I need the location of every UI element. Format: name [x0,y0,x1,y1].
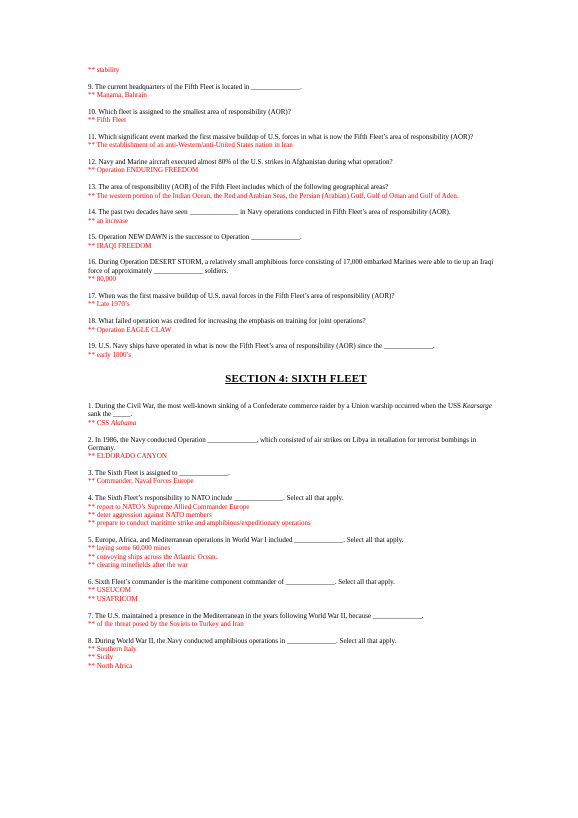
question-text: 18. What failed operation was credited for increasing the emphasis on training for joint operations? [88,317,366,326]
answer-text: ** USEUCOM [88,586,131,595]
question-block [88,494,504,528]
answer-text [88,419,504,427]
answer-text: ** Manama, Bahrain [88,91,147,100]
document-page [88,66,504,679]
question-block [88,469,504,486]
question-text: 15. Operation NEW DAWN is the successor to Operation ______________. [88,233,302,242]
question-block [88,233,504,250]
question-text: 10. Which fleet is assigned to the smallest area of responsibility (AOR)? [88,107,291,116]
question-block [88,158,504,175]
answer-text: ** deter aggression against NATO members [88,510,212,519]
question-text: 9. The current headquarters of the Fifth Fleet is located in ______________. [88,82,302,91]
answer-text: ** convoying ships across the Atlantic Ocean. [88,552,218,561]
question-text: 3. The Sixth Fleet is assigned to ______________. [88,469,231,478]
question-block [88,258,504,283]
question-text: 16. During Operation DESERT STORM, a relatively small amphibious force consisting of 17,000 embarked Marines were able to tie up an Iraqi force of approximately ______________ soldiers. [88,258,494,275]
question-list-section-3 [88,83,504,359]
question-text: 8. During World War II, the Navy conducted amphibious operations in ______________. Select all that apply. [88,636,397,645]
question-text: 13. The area of responsibility (AOR) of the Fifth Fleet includes which of the following geographical areas? [88,183,389,192]
question-block [88,208,504,225]
question-block [88,436,504,461]
question-block [88,133,504,150]
question-block [88,292,504,309]
answer-text: ** North Africa [88,661,133,670]
answer-text: ** prepare to conduct maritime strike and amphibious/expeditionary operations [88,519,311,528]
answer-text: ** early 1800’s [88,350,132,359]
section-title: SECTION 4: SIXTH FLEET [225,373,367,386]
answer-text: ** an increase [88,216,129,225]
question-block [88,83,504,100]
answer-text: ** laying some 60,000 mines [88,544,171,553]
question-block [88,578,504,603]
answer-ship-name: Alabama [110,418,137,427]
answer-text: ** Fifth Fleet [88,116,127,125]
question-text: 7. The U.S. maintained a presence in the Mediterranean in the years following World War II, because ______________. [88,611,424,620]
answer-text: ** Southern Italy [88,645,137,654]
answer-text: ** Sicily [88,653,114,662]
answer-text: ** clearing minefields after the war [88,561,188,570]
question-text: 11. Which significant event marked the first massive buildup of U.S. forces in what is now the Fifth Fleet’s area of responsibility (AOR)? [88,132,474,141]
question-block [88,183,504,200]
question-list-section-4 [88,436,504,671]
question-text-part: 1. During the Civil War, the most well-known sinking of a Confederate commerce raider by a Union warship occurred when the USS [88,402,463,411]
answer-text: ** ELDORADO CANYON [88,452,167,461]
question-text: 19. U.S. Navy ships have operated in what is now the Fifth Fleet’s area of responsibility (AOR) since the ______________. [88,342,435,351]
answer-text: ** USAFRICOM [88,594,138,603]
answer-text: ** Operation EAGLE CLAW [88,325,172,334]
question-block [88,108,504,125]
question-block [88,637,504,671]
answer-text: ** stability [88,66,120,74]
question-block [88,402,504,427]
ship-name: Kearsarge [462,402,492,411]
question-text: 6. Sixth Fleet’s commander is the maritime component commander of ______________. Select all that apply. [88,578,395,586]
question-text: 5. Europe, Africa, and Mediterranean operations in World War I included ______________. Select all that apply. [88,536,404,545]
answer-text: ** 80,000 [88,275,116,284]
answer-text: ** The establishment of an anti-Western/anti-United States nation in Iran [88,141,293,150]
answer-text: ** IRAQI FREEDOM [88,241,152,250]
answer-prefix: ** CSS [88,418,111,427]
question-text: 2. In 1986, the Navy conducted Operation ______________, which consisted of air strikes on Libya in retaliation for terrorist bombings in Germany. [88,435,477,452]
answer-text: ** of the threat posed by the Soviets to Turkey and Iran [88,619,244,628]
question-block [88,536,504,570]
question-text: 12. Navy and Marine aircraft executed almost 80% of the U.S. strikes in Afghanistan during what operation? [88,158,393,167]
question-text-part: sank the _____. [88,410,133,419]
question-block [88,612,504,629]
question-block [88,317,504,334]
answer-text: ** Commander, Naval Forces Europe [88,477,194,486]
answer-text: ** Late 1970’s [88,300,130,309]
question-text: 4. The Sixth Fleet’s responsibility to NATO include ______________. Select all that apply. [88,494,344,503]
answer-text: ** Operation ENDURING FREEDOM [88,166,199,175]
answer-text: ** report to NATO’s Supreme Allied Commander Europe [88,502,250,511]
answer-text: ** The western portion of the Indian Ocean, the Red and Arabian Seas, the Persian (Arabian) Gulf, Gulf of Oman and Gulf of Aden. [88,191,459,200]
question-text: 14. The past two decades have seen ______________ in Navy operations conducted in Fifth Fleet’s area of responsibility (AOR). [88,208,451,217]
question-text [88,402,504,419]
answer-block [88,66,504,74]
question-block [88,342,504,359]
question-text: 17. When was the first massive buildup of U.S. naval forces in the Fifth Fleet’s area of responsibility (AOR)? [88,291,395,300]
